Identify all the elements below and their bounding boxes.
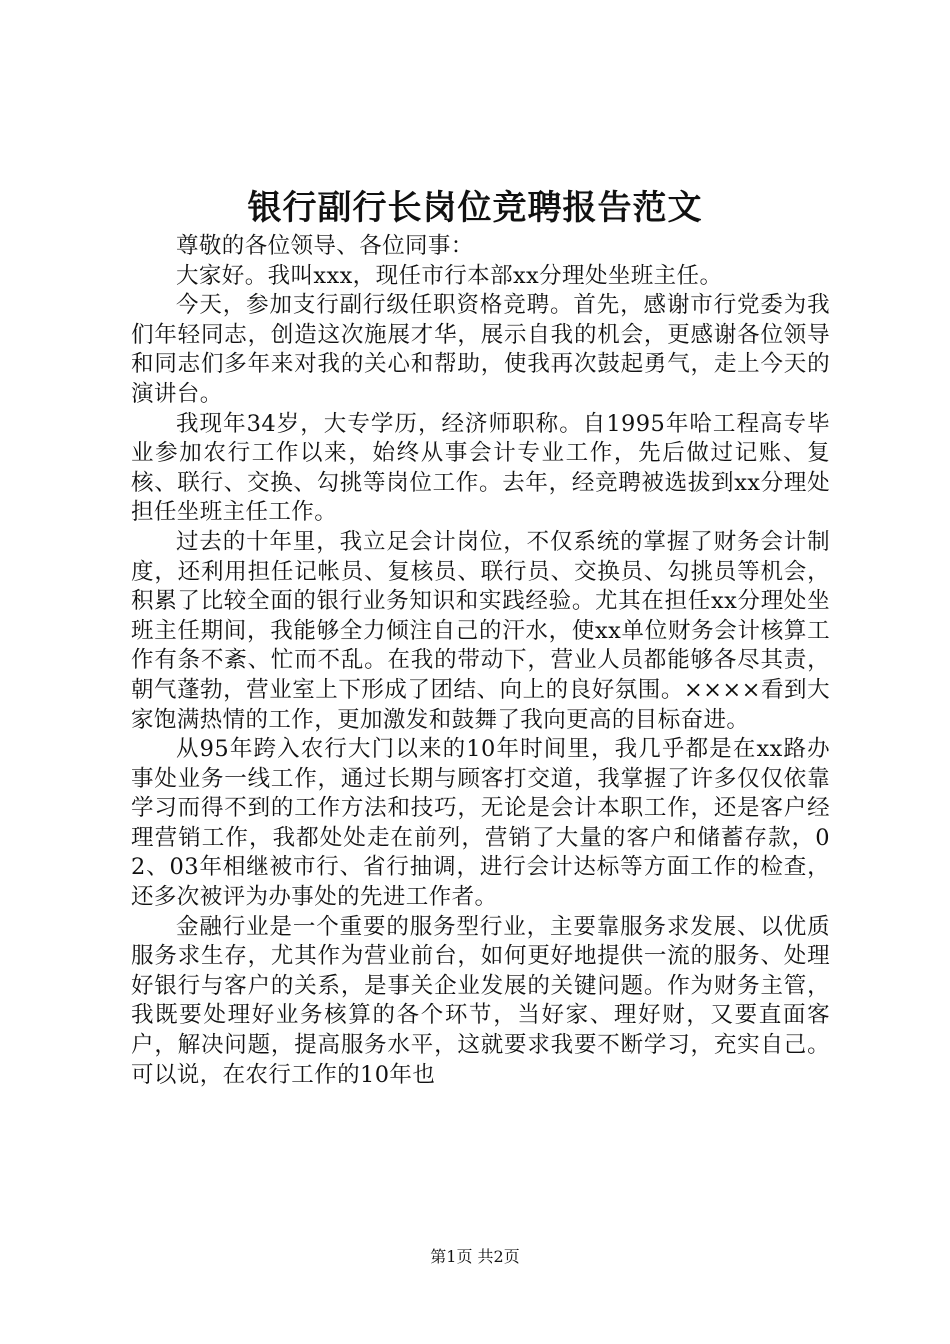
document-title: 银行副行长岗位竞聘报告范文 [247, 188, 703, 228]
greeting-paragraph: 大家好。我叫xxx，现任市行本部xx分理处坐班主任。 [176, 262, 723, 289]
salutation-paragraph: 尊敬的各位领导、各位同事： [176, 233, 474, 259]
page-number-footer: 第1页 共2页 [430, 1247, 520, 1266]
body-paragraph: 过去的十年里，我立足会计岗位，不仅系统的掌握了财务会计制度，还利用担任记帐员、复核员、联行员、交换员、勾挑员等机会，积累了比较全面的银行业务知识和实践经验。尤其在担任xx分理处坐班主任期间，我能够全力倾注自己的汗水，使xx单位财务会计核算工作有条不紊、忙而不乱。在我的带动下，营业人员都能够各尽其责，朝气蓬勃，营业室上下形成了团结、向上的良好氛围。××××看到大家饱满热情的工作，更加激发和鼓舞了我向更高的目标奋进。 [131, 528, 830, 733]
body-paragraph: 我现年34岁，大专学历，经济师职称。自1995年哈工程高专毕业参加农行工作以来，始终从事会计专业工作，先后做过记账、复核、联行、交换、勾挑等岗位工作。去年，经竞聘被选拔到xx分理处担任坐班主任工作。 [131, 410, 830, 526]
body-paragraph: 从95年跨入农行大门以来的10年时间里，我几乎都是在xx路办事处业务一线工作，通过长期与顾客打交道，我掌握了许多仅仅依靠学习而得不到的工作方法和技巧，无论是会计本职工作，还是客户经理营销工作，我都处处走在前列，营销了大量的客户和储蓄存款，02、03年相继被市行、省行抽调，进行会计达标等方面工作的检查，还多次被评为办事处的先进工作者。 [131, 736, 830, 911]
body-paragraph: 今天，参加支行副行级任职资格竞聘。首先，感谢市行党委为我们年轻同志，创造这次施展才华，展示自我的机会，更感谢各位领导和同志们多年来对我的关心和帮助，使我再次鼓起勇气，走上今天的演讲台。 [131, 292, 830, 407]
body-paragraph: 金融行业是一个重要的服务型行业，主要靠服务求发展、以优质服务求生存，尤其作为营业前台，如何更好地提供一流的服务、处理好银行与客户的关系，是事关企业发展的关键问题。作为财务主管，我既要处理好业务核算的各个环节，当好家、理好财，又要直面客户，解决问题，提高服务水平，这就要求我要不断学习，充实自己。可以说，在农行工作的10年也 [131, 913, 830, 1088]
document-body [131, 232, 830, 1090]
